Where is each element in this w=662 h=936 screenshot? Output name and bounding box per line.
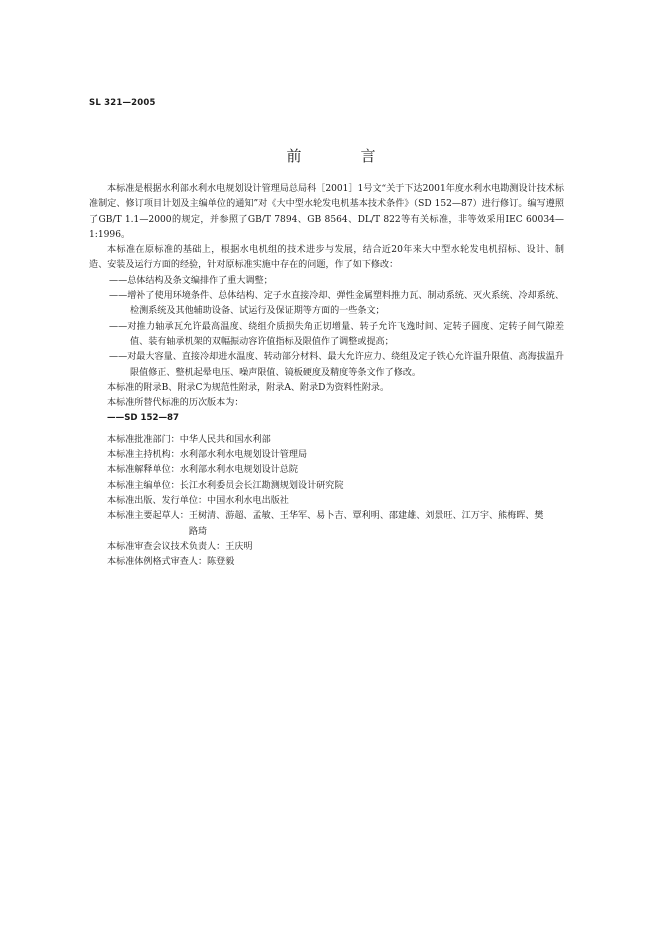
info-value: 王庆明	[225, 541, 253, 552]
info-label: 本标准主持机构：	[107, 450, 180, 461]
info-line-publisher	[89, 494, 564, 509]
info-line-review-lead	[89, 540, 564, 555]
standard-code: SL 321—2005	[89, 98, 156, 108]
info-label: 本标准主编单位：	[107, 480, 180, 491]
history-item: ——SD 152—87	[107, 413, 179, 424]
info-value: 水利部水利水电规划设计总院	[179, 465, 298, 476]
info-label: 本标准主要起草人：	[107, 511, 189, 522]
revision-paragraph: 本标准在原标准的基础上，根据水电机组的技术进步与发展，结合近20年来大中型水轮发电机招标、设计、制造、安装及运行方面的经验，针对原标准实施中存在的问题，作了如下修改：	[89, 245, 564, 271]
info-line-host	[89, 448, 564, 463]
page-title: 前 言	[286, 147, 398, 165]
change-item: ——总体结构及条文编排作了重大调整；	[109, 275, 273, 286]
info-line-drafters	[89, 509, 564, 540]
intro-paragraph: 本标准是根据水利部水利水电规划设计管理局总局科［2001］1号文“关于下达2001年度水利水电勘测设计技术标准制定、修订项目计划及主编单位的通知”对《大中型水轮发电机基本技术条件》（SD 152—87）进行修订。编写遵照了GB/T 1.1—2000的规定，并参照了GB/T 7894、GB 8564、DL/T 822等有关标准，非等效采用IEC 60034—1:1996。	[89, 184, 564, 240]
info-value: 中国水利水电出版社	[207, 495, 289, 506]
info-value: 水利部水利水电规划设计管理局	[179, 450, 308, 461]
history-label: 本标准所替代标准的历次版本为：	[107, 398, 244, 409]
info-value: 陈登毅	[207, 557, 235, 568]
foreword-body	[89, 182, 564, 570]
info-line-approval	[89, 433, 564, 448]
info-label: 本标准出版、发行单位：	[107, 495, 208, 506]
info-label: 本标准审查会议技术负责人：	[107, 541, 226, 552]
change-item: ——对推力轴承瓦允许最高温度、绕组介质损失角正切增量、转子允许飞逸时间、定转子圆度、定转子间气隙差值、装有轴承机架的双幅振动容许值指标及限值作了调整或提高；	[109, 321, 564, 347]
info-line-editor	[89, 479, 564, 494]
change-item: ——对最大容量、直接冷却进水温度、转动部分材料、最大允许应力、绕组及定子铁心允许温升限值、高海拔温升限值修正、整机起晕电压、噪声限值、镜板硬度及精度等条文作了修改。	[109, 352, 564, 378]
info-label: 本标准解释单位：	[107, 465, 180, 476]
appendix-note: 本标准的附录B、附录C为规范性附录，附录A、附录D为资料性附录。	[107, 382, 390, 393]
info-value: 长江水利委员会长江勘测规划设计研究院	[179, 480, 344, 491]
info-label: 本标准体例格式审查人：	[107, 557, 208, 568]
info-line-format-reviewer	[89, 555, 564, 570]
info-label: 本标准批准部门：	[107, 434, 180, 445]
info-value: 王树清、游超、孟敏、王华军、易卜吉、覃利明、邵建雄、刘景旺、江万宇、熊梅晖、樊路琦	[188, 511, 544, 537]
info-line-interpretation	[89, 463, 564, 478]
info-value: 中华人民共和国水利部	[179, 434, 271, 445]
change-item: ——增补了使用环境条件、总体结构、定子水直接冷却、弹性金属塑料推力瓦、制动系统、灭火系统、冷却系统、检测系统及其他辅助设备、试运行及保证期等方面的一些条文；	[109, 291, 564, 317]
